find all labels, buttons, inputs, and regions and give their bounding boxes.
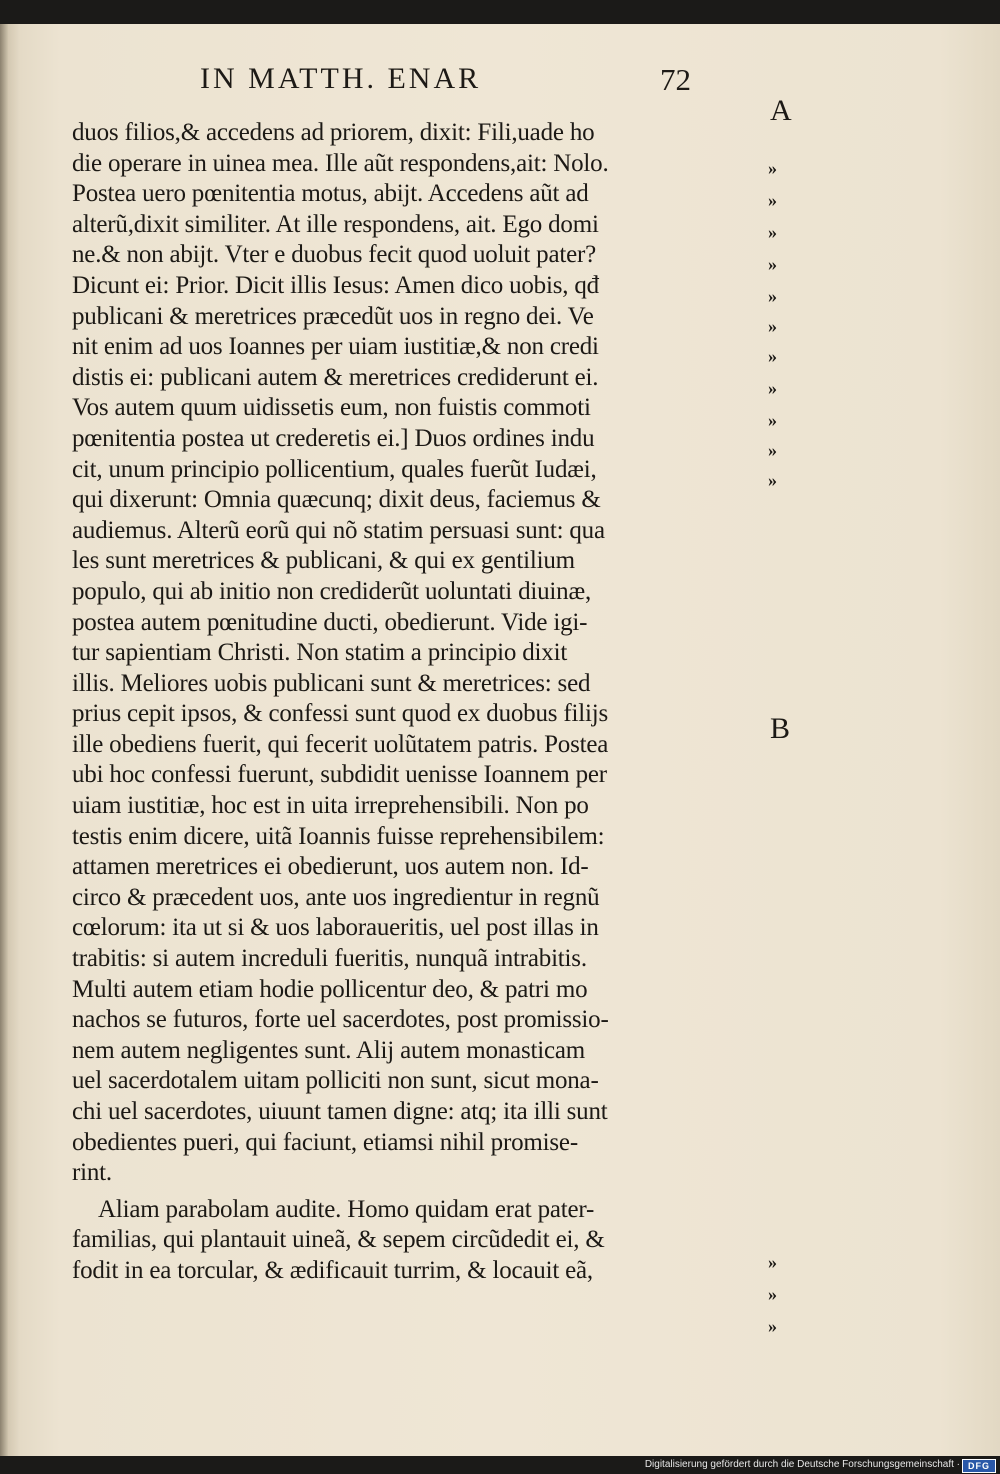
margin-quote-mark: »: [768, 158, 777, 178]
text-line: audiemus. Alterũ eorũ qui nõ statim persuasi sunt: qua: [72, 516, 605, 544]
text-line: nem autem negligentes sunt. Alij autem monasticam: [72, 1036, 586, 1064]
text-line: familias, qui plantauit uineã, & sepem circũdedit ei, &: [72, 1226, 605, 1254]
text-line: Postea uero pœnitentia motus, abijt. Accedens aũt ad: [72, 180, 589, 208]
text-line: alterũ,dixit similiter. At ille respondens, ait. Ego domi: [72, 210, 599, 238]
dfg-logo: DFG: [962, 1459, 996, 1473]
text-line: testis enim dicere, uitã Ioannis fuisse reprehensibilem:: [72, 822, 605, 850]
section-letter-b: B: [770, 712, 791, 745]
digitization-footer: [0, 1459, 1000, 1474]
funding-credit: Digitalisierung gefördert durch die Deutsche Forschungsgemeinschaft ·: [644, 1459, 960, 1470]
paragraph-1: [72, 118, 762, 1189]
text-line: publicani & meretrices præcedũt uos in regno dei. Ve: [72, 302, 594, 330]
text-line: Aliam parabolam audite. Homo quidam erat pater-: [98, 1195, 595, 1223]
text-line: nit enim ad uos Ioannes per uiam iustitiæ,& non credi: [72, 333, 599, 361]
margin-quote-mark: »: [768, 1252, 777, 1272]
text-line: pœnitentia postea ut crederetis ei.] Duos ordines indu: [72, 424, 595, 452]
text-line: Dicunt ei: Prior. Dicit illis Iesus: Amen dico uobis, qđ: [72, 271, 599, 299]
margin-quote-mark: »: [768, 316, 777, 336]
text-line: rint.: [72, 1159, 112, 1187]
main-text-block: [72, 118, 762, 1287]
text-line: ille obediens fuerit, qui fecerit uolũtatem patris. Postea: [72, 730, 609, 758]
margin-quote-mark: »: [768, 410, 777, 430]
text-line: uiam iustitiæ, hoc est in uita irreprehensibili. Non po: [72, 792, 589, 820]
margin-quote-mark: »: [768, 254, 777, 274]
text-line: cœlorum: ita ut si & uos laboraueritis, uel post illas in: [72, 914, 599, 942]
margin-quote-mark: »: [768, 286, 777, 306]
text-line: les sunt meretrices & publicani, & qui ex gentilium: [72, 547, 575, 575]
margin-quote-mark: »: [768, 190, 777, 210]
text-line: Vos autem quum uidissetis eum, non fuistis commoti: [72, 394, 591, 422]
text-line: postea autem pœnitudine ducti, obedierunt. Vide igi-: [72, 608, 588, 636]
running-title: IN MATTH. ENAR: [200, 62, 482, 95]
text-line: ubi hoc confessi fuerunt, subdidit uenisse Ioannem per: [72, 761, 607, 789]
text-line: uel sacerdotalem uitam polliciti non sunt, sicut mona-: [72, 1067, 599, 1095]
text-line: illis. Meliores uobis publicani sunt & meretrices: sed: [72, 669, 591, 697]
margin-quote-mark: »: [768, 470, 777, 490]
text-line: ne.& non abijt. Vter e duobus fecit quod uoluit pater?: [72, 241, 597, 269]
paragraph-2: [72, 1195, 762, 1287]
margin-quote-mark: »: [768, 222, 777, 242]
margin-quote-mark: »: [768, 346, 777, 366]
text-line: circo & præcedent uos, ante uos ingredientur in regnũ: [72, 883, 600, 911]
text-line: die operare in uinea mea. Ille aũt respondens,ait: Nolo.: [72, 149, 609, 177]
text-line: nachos se futuros, forte uel sacerdotes, post promissio-: [72, 1006, 609, 1034]
text-line: prius cepit ipsos, & confessi sunt quod ex duobus filijs: [72, 700, 608, 728]
text-line: attamen meretrices ei obedierunt, uos autem non. Id-: [72, 853, 589, 881]
text-line: duos filios,& accedens ad priorem, dixit: Fili,uade ho: [72, 119, 595, 146]
text-line: fodit in ea torcular, & ædificauit turrim, & locauit eã,: [72, 1256, 593, 1284]
margin-quote-mark: »: [768, 378, 777, 398]
text-line: Multi autem etiam hodie pollicentur deo, & patri mo: [72, 975, 588, 1003]
text-line: cit, unum principio pollicentium, quales fuerũt Iudæi,: [72, 455, 597, 483]
page-number: 72: [660, 62, 691, 97]
margin-quote-mark: »: [768, 440, 777, 460]
margin-quote-mark: »: [768, 1284, 777, 1304]
text-line: distis ei: publicani autem & meretrices crediderunt ei.: [72, 363, 599, 391]
section-letter-a: A: [770, 94, 792, 127]
margin-quote-mark: »: [768, 1316, 777, 1336]
text-line: trabitis: si autem increduli fueritis, nunquã intrabitis.: [72, 945, 587, 973]
text-line: qui dixerunt: Omnia quæcunq; dixit deus, faciemus &: [72, 486, 601, 514]
text-line: chi uel sacerdotes, uiuunt tamen digne: atq; ita illi sunt: [72, 1098, 608, 1125]
book-page: [0, 24, 1000, 1456]
text-line: populo, qui ab initio non crediderũt uoluntati diuinæ,: [72, 577, 591, 605]
text-line: tur sapientiam Christi. Non statim a principio dixit: [72, 639, 568, 667]
page-header: [0, 62, 1000, 106]
text-line: obedientes pueri, qui faciunt, etiamsi nihil promise-: [72, 1128, 578, 1156]
